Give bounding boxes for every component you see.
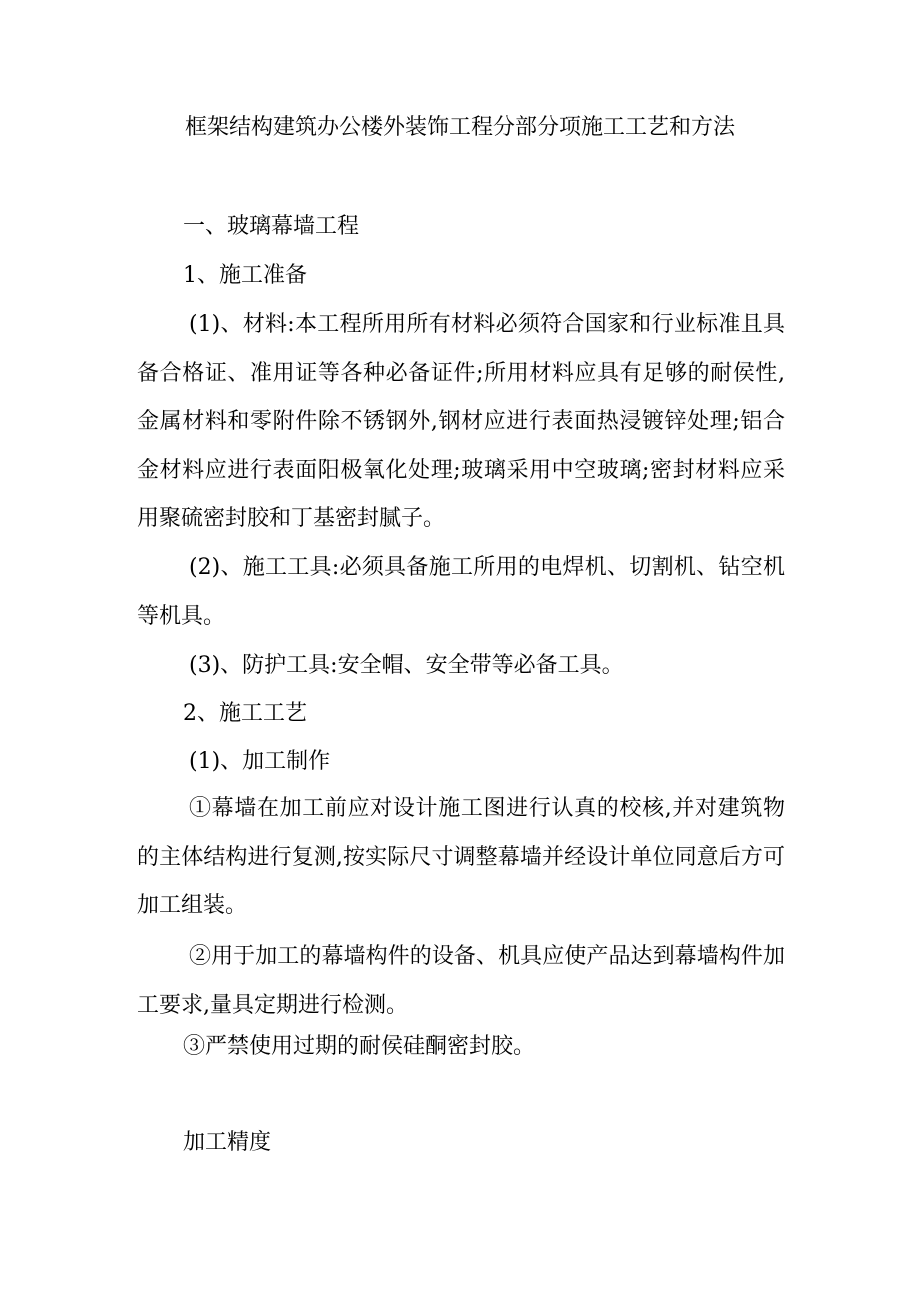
subsection-heading-preparation: 1、施工准备 [183,263,307,288]
paragraph-materials: (1)、材料:本工程所用所有材料必须符合国家和行业标准且具备合格证、准用证等各种必备证件;所用材料应具有足够的耐侯性,金属材料和零附件除不锈钢外,钢材应进行表面热浸镀锌处理;铝合金材料应进行表面阳极氧化处理;玻璃采用中空玻璃;密封材料应采用聚硫密封胶和丁基密封腻子。 [137,312,785,531]
paragraph-protective-equipment: (3)、防护工具:安全帽、安全带等必备工具。 [189,653,624,678]
list-item-3: ③严禁使用过期的耐侯硅酮密封胶。 [183,1034,536,1059]
document-title: 框架结构建筑办公楼外装饰工程分部分项施工工艺和方法 [184,115,735,140]
list-item-2: ②用于加工的幕墙构件的设备、机具应使产品达到幕墙构件加工要求,量具定期进行检测。 [137,944,785,1018]
paragraph-construction-tools: (2)、施工工具:必须具备施工所用的电焊机、切割机、钻空机等机具。 [137,555,785,629]
list-item-1: ①幕墙在加工前应对设计施工图进行认真的校核,并对建筑物的主体结构进行复测,按实际尺寸调整幕墙并经设计单位同意后方可加工组装。 [137,796,785,918]
sub-heading-processing: (1)、加工制作 [189,749,331,774]
subsection-heading-process: 2、施工工艺 [183,701,307,726]
heading-processing-precision: 加工精度 [183,1130,272,1155]
section-heading-glass-curtain-wall: 一、玻璃幕墙工程 [183,214,360,239]
